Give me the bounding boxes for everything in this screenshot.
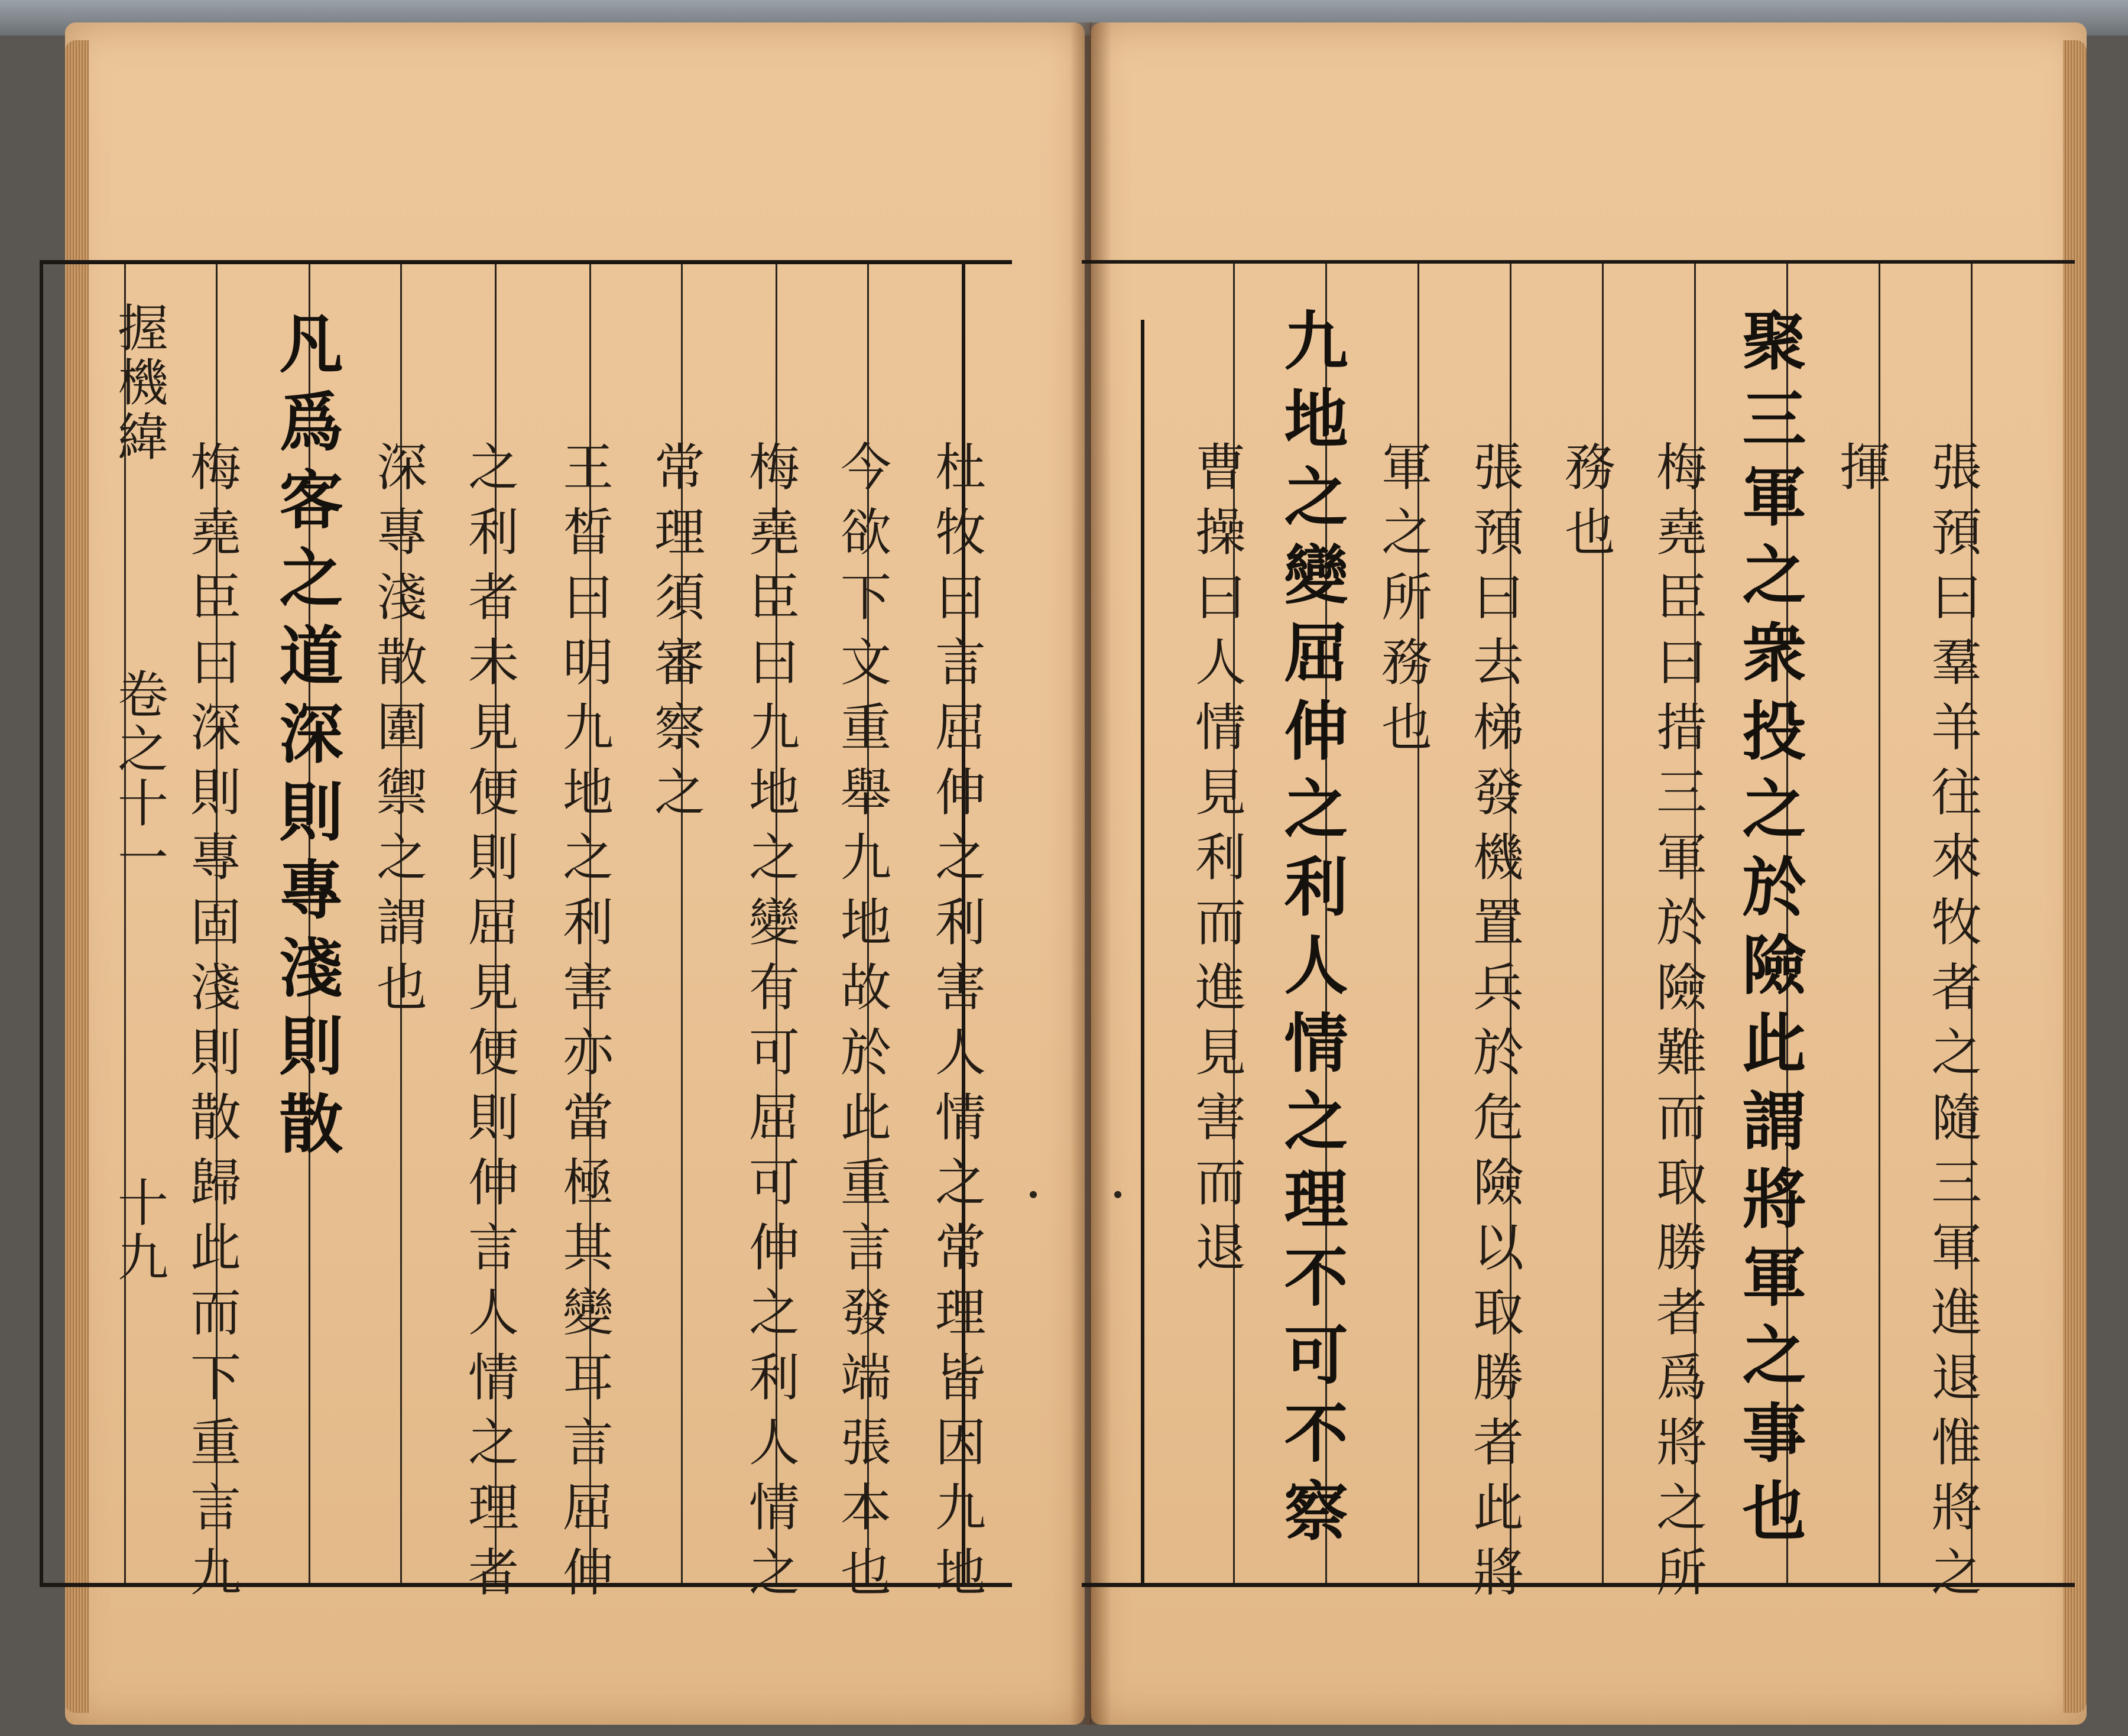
- main-text-column: 聚三軍之衆投之於險此謂將軍之事也: [1731, 307, 1806, 1556]
- text-column: 張預曰羣羊往來牧者之隨三軍進退惟將之: [1922, 440, 1981, 1611]
- text-column: 揮: [1831, 440, 1890, 505]
- text-column: 梅堯臣曰九地之變有可屈可伸之利人情之: [740, 440, 799, 1611]
- text-column: 王晳曰明九地之利害亦當極其變耳言屈伸: [554, 440, 613, 1611]
- text-column: 深專淺散圍禦之謂也: [368, 440, 427, 1026]
- text-column: 之利者未見便則屈見便則伸言人情之理者: [459, 440, 518, 1611]
- main-text-column: 九地之變屈伸之利人情之理不可不察: [1273, 307, 1348, 1556]
- text-column: 今欲下文重舉九地故於此重言發端張本也: [832, 440, 891, 1611]
- text-column: 曹操曰人情見利而進見害而退: [1186, 440, 1245, 1286]
- text-column: 軍之所務也: [1373, 440, 1432, 765]
- text-column: 務也: [1556, 440, 1615, 570]
- text-column: 杜牧曰言屈伸之利害人情之常理皆因九地: [926, 440, 985, 1611]
- column-rule: [40, 264, 43, 1583]
- folio-number: 十九: [109, 1176, 168, 1285]
- text-column: 張預曰去梯發機置兵於危險以取勝者此將: [1464, 440, 1523, 1611]
- volume-label: 卷之十一: [109, 668, 168, 885]
- text-column: 常理須審察之: [645, 440, 705, 830]
- main-text-column: 凡爲客之道深則專淺則散: [268, 310, 343, 1169]
- book-title: 握機緯: [109, 301, 168, 465]
- text-column: 梅堯臣曰深則專固淺則散歸此而下重言九: [181, 440, 241, 1611]
- column-rule: [1141, 320, 1144, 1583]
- binding-mark: [1030, 1191, 1037, 1198]
- text-column: 梅堯臣曰措三軍於險難而取勝者爲將之所: [1647, 440, 1707, 1611]
